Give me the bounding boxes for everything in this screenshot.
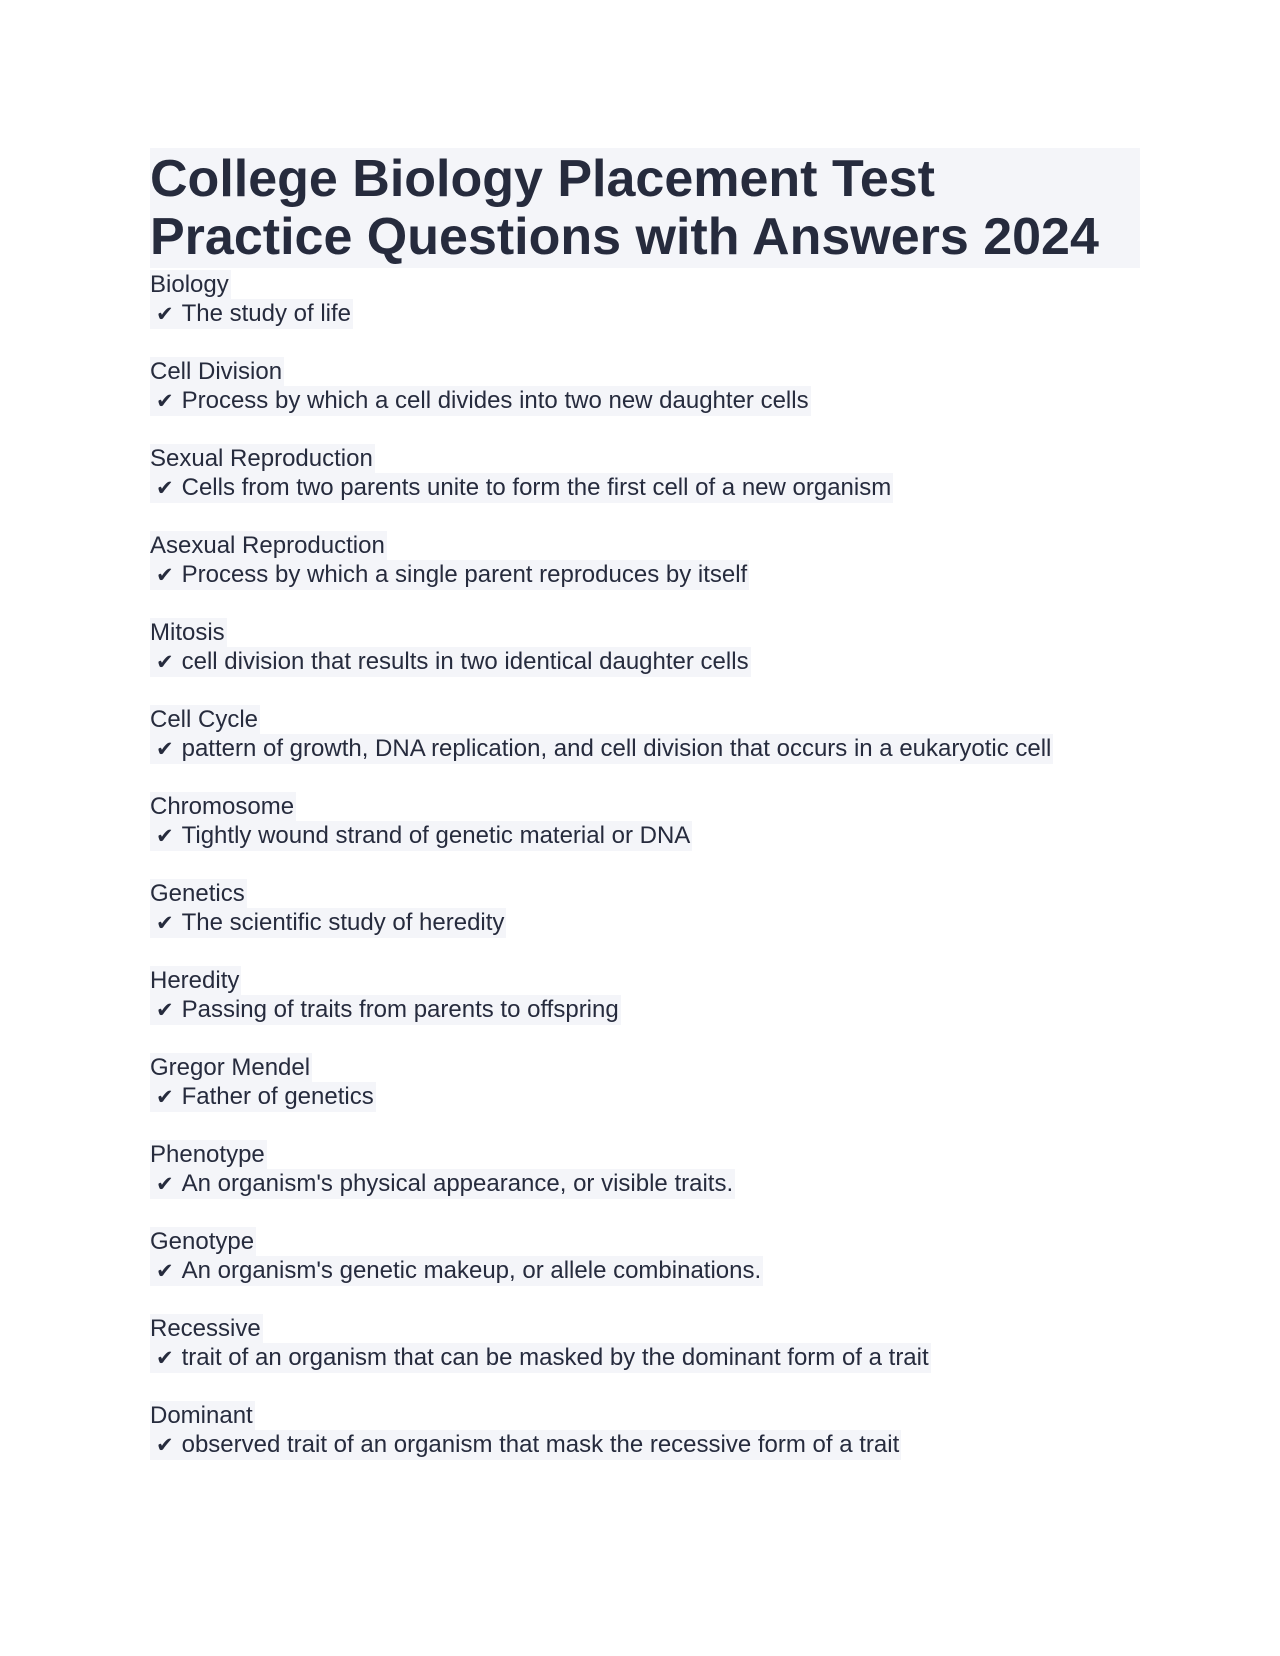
term: Biology	[150, 271, 229, 298]
qa-item	[150, 705, 1140, 792]
term: Chromosome	[150, 793, 295, 820]
term: Mitosis	[150, 619, 225, 646]
answer-text: The study of life	[181, 300, 352, 327]
qa-item	[150, 357, 1140, 444]
answer	[150, 821, 692, 851]
check-icon: ✔	[156, 998, 174, 1022]
answer-text: Process by which a single parent reproduces by itself	[181, 561, 748, 588]
answer-text: Tightly wound strand of genetic material or DNA	[181, 822, 691, 849]
check-icon: ✔	[156, 389, 174, 413]
answer	[150, 473, 893, 503]
check-icon: ✔	[156, 1346, 174, 1370]
answer	[150, 908, 506, 938]
check-icon: ✔	[156, 911, 174, 935]
check-icon: ✔	[156, 1433, 174, 1457]
term: Gregor Mendel	[150, 1054, 311, 1081]
qa-item	[150, 1401, 1140, 1488]
term: Sexual Reproduction	[150, 445, 373, 472]
document-title: College Biology Placement Test Practice Questions with Answers 2024	[150, 148, 1140, 268]
answer-text: cell division that results in two identical daughter cells	[181, 648, 749, 675]
answer-text: An organism's physical appearance, or visible traits.	[181, 1170, 734, 1197]
check-icon: ✔	[156, 737, 174, 761]
answer	[150, 1082, 376, 1112]
check-icon: ✔	[156, 1085, 174, 1109]
answer	[150, 734, 1053, 764]
check-icon: ✔	[156, 302, 174, 326]
answer	[150, 299, 353, 329]
answer-text: observed trait of an organism that mask the recessive form of a trait	[181, 1431, 900, 1458]
answer-text: An organism's genetic makeup, or allele combinations.	[181, 1257, 762, 1284]
check-icon: ✔	[156, 1259, 174, 1283]
qa-item	[150, 1227, 1140, 1314]
term: Genetics	[150, 880, 245, 907]
answer-text: trait of an organism that can be masked by the dominant form of a trait	[181, 1344, 929, 1371]
qa-item	[150, 270, 1140, 357]
answer	[150, 1256, 763, 1286]
qa-item	[150, 444, 1140, 531]
answer	[150, 1343, 931, 1373]
term: Recessive	[150, 1315, 261, 1342]
qa-item	[150, 531, 1140, 618]
answer-text: pattern of growth, DNA replication, and cell division that occurs in a eukaryotic cell	[181, 735, 1052, 762]
qa-item	[150, 966, 1140, 1053]
qa-item	[150, 792, 1140, 879]
answer	[150, 560, 749, 590]
check-icon: ✔	[156, 650, 174, 674]
answer-text: The scientific study of heredity	[181, 909, 505, 936]
answer-text: Cells from two parents unite to form the first cell of a new organism	[181, 474, 892, 501]
term: Asexual Reproduction	[150, 532, 385, 559]
qa-item	[150, 618, 1140, 705]
answer	[150, 1430, 901, 1460]
qa-item	[150, 1140, 1140, 1227]
term: Phenotype	[150, 1141, 265, 1168]
answer	[150, 1169, 735, 1199]
answer-text: Process by which a cell divides into two new daughter cells	[181, 387, 809, 414]
answer	[150, 995, 621, 1025]
check-icon: ✔	[156, 563, 174, 587]
term: Dominant	[150, 1402, 253, 1429]
term: Cell Division	[150, 358, 283, 385]
qa-item	[150, 1053, 1140, 1140]
term: Cell Cycle	[150, 706, 259, 733]
term: Heredity	[150, 967, 240, 994]
qa-list	[150, 270, 1140, 1488]
check-icon: ✔	[156, 476, 174, 500]
term: Genotype	[150, 1228, 255, 1255]
answer	[150, 647, 751, 677]
answer-text: Passing of traits from parents to offspring	[181, 996, 619, 1023]
answer-text: Father of genetics	[181, 1083, 374, 1110]
check-icon: ✔	[156, 824, 174, 848]
answer	[150, 386, 811, 416]
qa-item	[150, 1314, 1140, 1401]
check-icon: ✔	[156, 1172, 174, 1196]
qa-item	[150, 879, 1140, 966]
document-page	[150, 148, 1140, 1488]
